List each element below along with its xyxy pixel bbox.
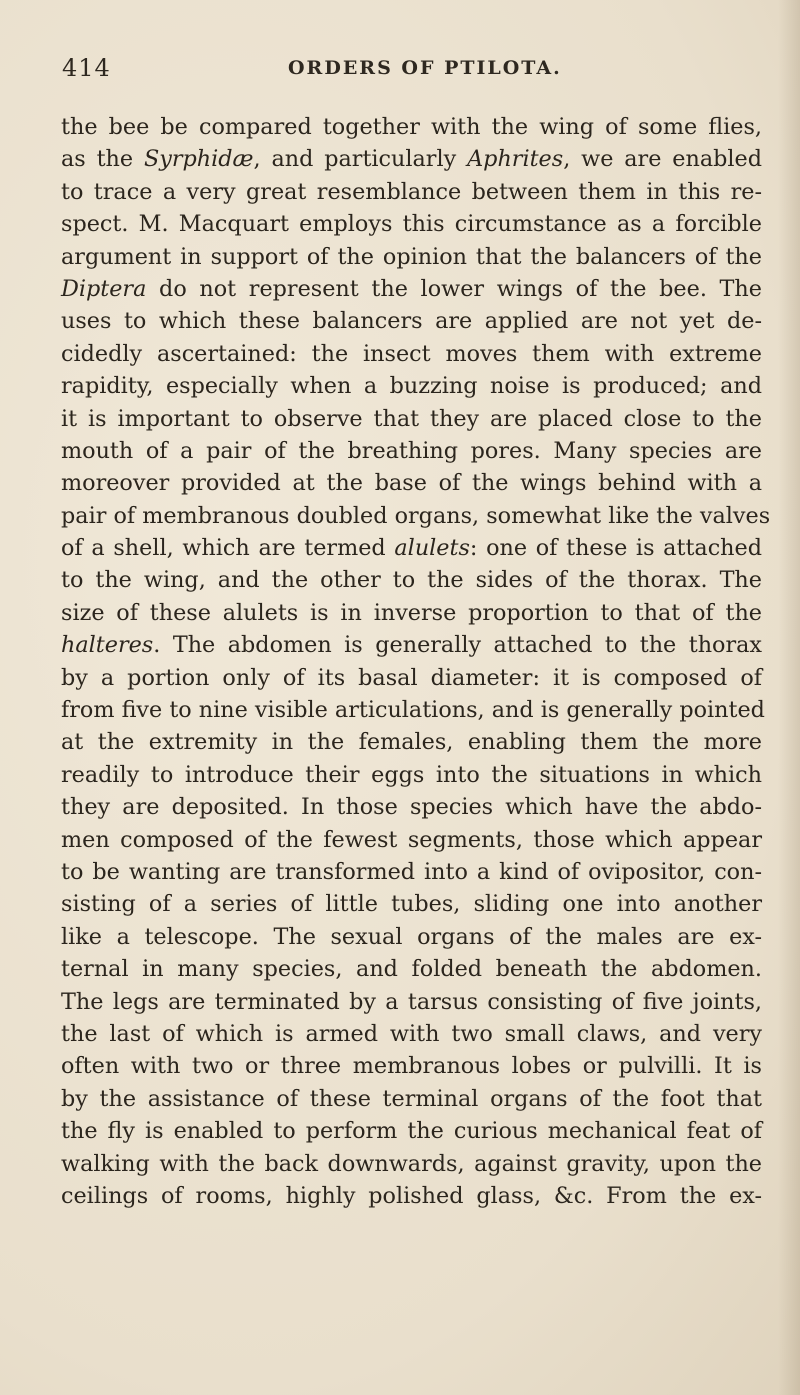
text-line: rapidity, especially when a buzzing noise is produced; and [61,373,762,400]
text-line: size of these alulets is in inverse proportion to that of the [61,599,762,626]
text-line: the bee be compared together with the wing of some flies, [61,114,762,140]
text-line: as the Syrphidæ, and particularly Aphrites, we are enabled [61,146,762,173]
text-line: of a shell, which are termed alulets: one of these is attached [61,535,763,562]
page-number: 414 [62,54,111,82]
text-line: by a portion only of its basal diameter: it is composed of [61,664,762,691]
text-line: Diptera do not represent the lower wings of the bee. The [61,275,762,302]
text-line: to be wanting are transformed into a kind of ovipositor, con- [61,858,762,885]
text-line: sisting of a series of little tubes, sliding one into another [61,891,762,918]
text-line: mouth of a pair of the breathing pores. Many species are [61,437,762,464]
text-line: the last of which is armed with two small claws, and very [61,1020,762,1047]
text-line: often with two or three membranous lobes or pulvilli. It is [61,1053,762,1080]
text-line: halteres. The abdomen is generally attached to the thorax [61,632,762,659]
text-line: moreover provided at the base of the wings behind with a [61,470,762,497]
text-line: like a telescope. The sexual organs of the males are ex- [61,923,762,950]
text-line: uses to which these balancers are applied are not yet de- [61,308,762,335]
text-line: they are deposited. In those species which have the abdo- [61,794,762,821]
text-line: to trace a very great resemblance between them in this re- [61,178,762,205]
text-line: ceilings of rooms, highly polished glass, &c. From the ex- [61,1182,762,1209]
page-edge-shadow [778,0,800,1395]
text-line: spect. M. Macquart employs this circumstance as a forcible [61,211,762,238]
running-head: ORDERS OF PTILOTA. [288,57,562,79]
text-line: at the extremity in the females, enabling them the more [61,729,762,756]
text-line: from five to nine visible articulations, and is generally pointed [61,697,765,724]
text-line: ternal in many species, and folded beneath the abdomen. [61,956,762,983]
body-text [61,111,771,1212]
text-line: readily to introduce their eggs into the situations in which [61,761,762,788]
text-line: The legs are terminated by a tarsus consisting of five joints, [61,988,762,1015]
text-line: the fly is enabled to perform the curious mechanical feat of [61,1118,762,1145]
page-header [62,54,762,94]
text-line: walking with the back downwards, against gravity, upon the [61,1150,762,1177]
text-line: men composed of the fewest segments, those which appear [61,826,762,853]
text-line: argument in support of the opinion that the balancers of the [61,243,762,270]
text-line: pair of membranous doubled organs, somewhat like the valves [61,502,771,529]
text-line: cidedly ascertained: the insect moves them with extreme [61,340,762,367]
text-line: it is important to observe that they are placed close to the [61,405,762,432]
text-line: to the wing, and the other to the sides of the thorax. The [61,567,762,594]
text-line: by the assistance of these terminal organs of the foot that [61,1085,762,1112]
